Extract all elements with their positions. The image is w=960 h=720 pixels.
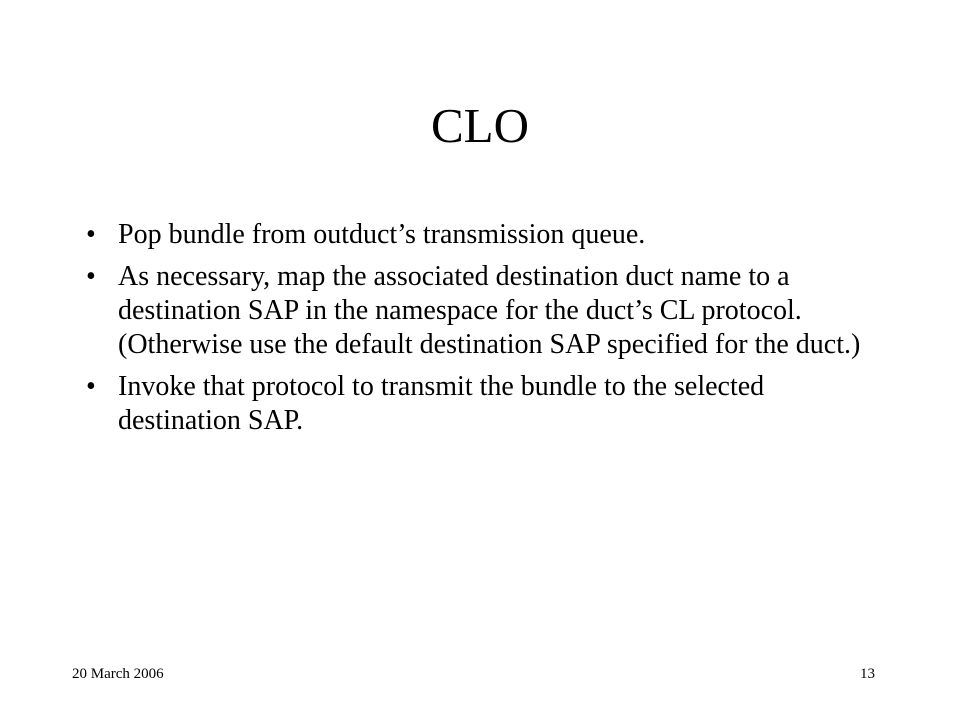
- bullet-item: [86, 370, 886, 438]
- bullet-text: As necessary, map the associated destination duct name to a destination SAP in the namespace for the duct’s CL protocol. (Otherwise use the default destination SAP specified for the duct.): [118, 261, 861, 360]
- slide-title: CLO: [431, 98, 529, 153]
- bullet-marker: •: [86, 371, 96, 402]
- bullet-item: [86, 260, 886, 362]
- bullet-marker: •: [86, 261, 96, 292]
- bullet-item: [86, 218, 886, 252]
- bullet-list: [86, 218, 886, 446]
- bullet-text: Pop bundle from outduct’s transmission queue.: [118, 219, 646, 250]
- page-number: 13: [860, 666, 875, 682]
- bullet-text: Invoke that protocol to transmit the bundle to the selected destination SAP.: [118, 371, 765, 436]
- bullet-marker: •: [86, 219, 96, 250]
- footer-date: 20 March 2006: [72, 666, 164, 682]
